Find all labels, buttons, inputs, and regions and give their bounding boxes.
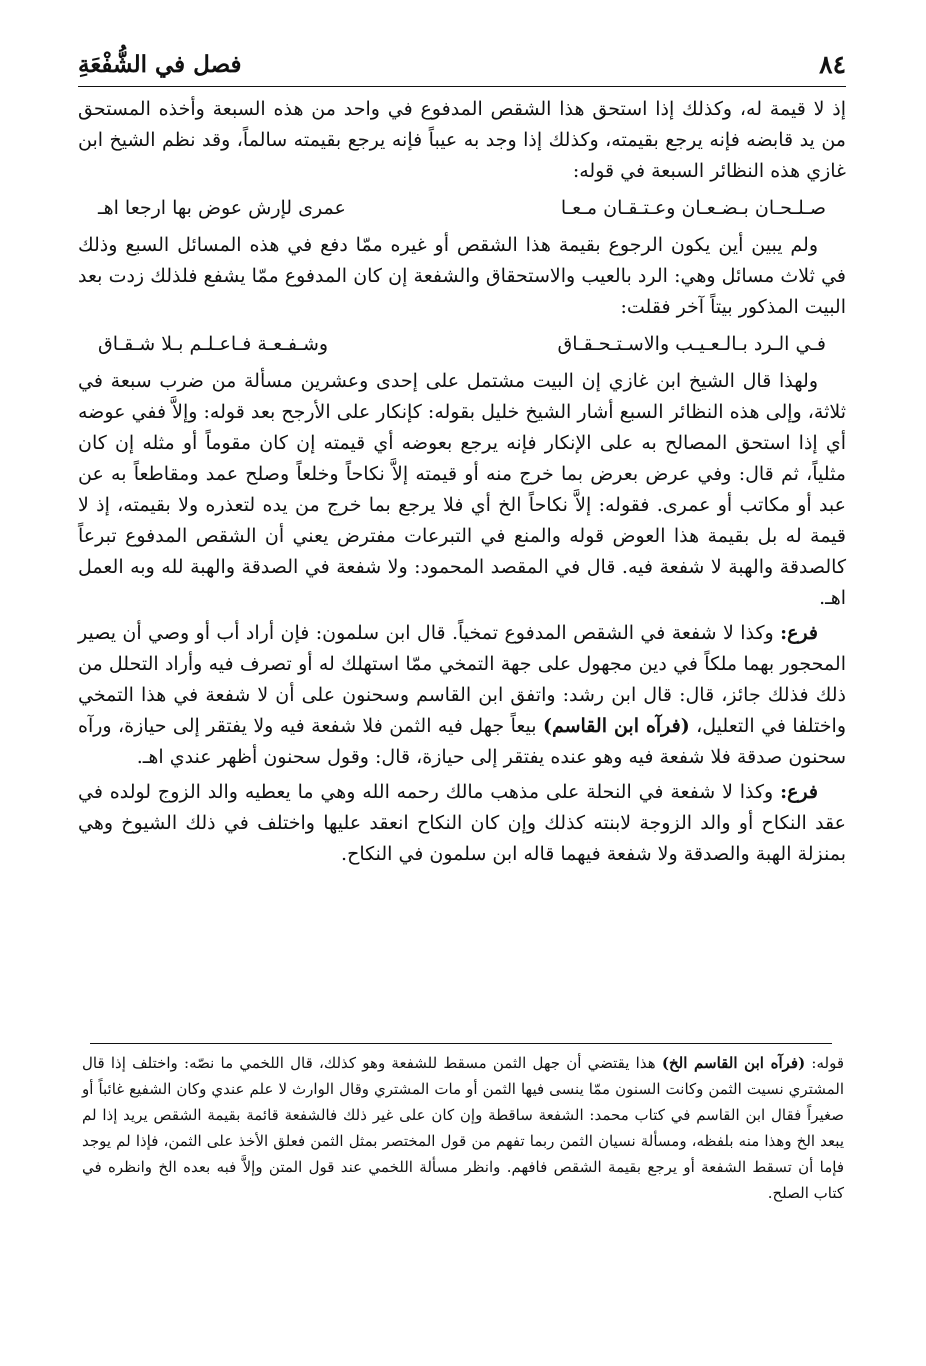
footnote-quote: (فرآه ابن القاسم الخ)	[661, 1054, 806, 1072]
chapter-title: فصل في الشُّفْعَةِ	[78, 50, 242, 78]
paragraph-3: ولهذا قال الشيخ ابن غازي إن البيت مشتمل على إحدى وعشرين مسألة من ضرب سبعة في ثلاثة، وإلى هذه النظائر السبع أشار الشيخ خليل بقوله: كإنكار على الأرجح بعد قوله: وإلاَّ ففي عوضه أي إذا استحق المصالح به على الإنكار فإنه يرجع بعوضه أي قيمته إن كان مقوماً أو مثله إن كان مثلياً، ثم قال: وفي عرض بعرض بما خرج منه أو قيمته إلاَّ نكاحاً وخلعاً وصلح عمد ومقاطعاً به عن عبد أو مكاتب أو عمرى. فقوله: إلاَّ نكاحاً الخ أي فلا يرجع بما خرج من يده لتعذره ولا بقيمته، إذ لا قيمة له بل بقيمة هذا العوض قوله والمنع في التبرعات مفترض يعني أن الشقص المدفوع تبرعاً كالصدقة والهبة لا شفعة فيه. قال في المقصد المحمود: ولا شفعة في الصدقة والهبة لله وبه العمل اهـ.	[78, 370, 846, 609]
verse-1-second-hemistich: عمرى لإرش عوض بها ارجعا اهـ	[98, 197, 346, 219]
paragraph-4	[78, 618, 846, 773]
footnote-rule	[90, 1043, 832, 1044]
footnote	[82, 1050, 844, 1206]
footnote-reference: (فرآه ابن القاسم)	[542, 715, 690, 737]
paragraph-5-text: وكذا لا شفعة في النحلة على مذهب مالك رحمه الله وهي ما يعطيه والد الزوج لولده في عقد النكاح أو والد الزوجة لابنته كذلك وإن كان النكاح انعقد عليها واختلف في ذلك الشيوخ وهي بمنزلة الهبة والصدقة ولا شفعة فيهما قاله ابن سلمون في النكاح.	[78, 781, 846, 865]
verse-2-second-hemistich: وشـفـعـة فـاعـلـم بـلا شـقـاق	[98, 333, 329, 355]
verse-2	[78, 329, 846, 360]
paragraph-4-text-a: وكذا لا شفعة في الشقص المدفوع تمخياً. قال ابن سلمون: فإن أراد أب أو وصي أن يصير المحجور بهما ملكاً في دين مجهول على جهة التمخي ممّا استهلك له أو تصرف فيه وأراد التحلل من ذلك فذلك جائز، قال: قال ابن رشد: واتفق ابن القاسم وسحنون على أن لا شفعة في هذا التمخي واختلفا في التعليل،	[78, 622, 847, 737]
branch-label: فرع:	[780, 781, 818, 803]
page-number: ٨٤	[819, 49, 846, 79]
branch-label: فرع:	[780, 622, 818, 644]
footnote-lead: قوله:	[811, 1054, 844, 1072]
verse-1-first-hemistich: صـلـحـان بـضـعـان وعـتـقـان مـعـا	[560, 197, 826, 219]
footnote-paragraph	[82, 1050, 844, 1206]
footnote-text: هذا يقتضي أن جهل الثمن مسقط للشفعة وهو كذلك، قال اللخمي ما نصّه: واختلف إذا قال المشتري نسيت الثمن وكانت السنون ممّا ينسى فيها الثمن أو مات المشتري وقال الوارث لا علم عندي وكان الشفيع غائباً أو صغيراً فقال ابن القاسم في كتاب محمد: الشفعة ساقطة وإن كان على غير ذلك فالشفعة قائمة بقيمة الشقص يريد إذا لم يبعد الخ وهذا منه بلفظه، ومسألة نسيان الثمن ربما تفهم من قول المختصر بمثل الثمن فعلق الأخذ على الثمن، فإذا لم يوجد فإما أن تسقط الشفعة أو يرجع بقيمة الشقص فافهم. وانظر مسألة اللخمي عند قول المتن وإلاَّ فبه بعده الخ وانظره في كتاب الصلح.	[82, 1054, 844, 1202]
page-header	[78, 44, 846, 84]
paragraph-1: إذ لا قيمة له، وكذلك إذا استحق هذا الشقص المدفوع في واحد من هذه السبعة وأخذه المستحق من يد قابضه فإنه يرجع بقيمته، وكذلك إذا وجد به عيباً فإنه يرجع بقيمته سالماً، وقد نظم الشيخ ابن غازي هذه النظائر السبعة في قوله:	[78, 98, 846, 182]
paragraph-4-text-b: بيعاً جهل فيه الثمن فلا شفعة فيه ولا يفتقر إلى حيازة، ورآه سحنون صدقة فلا شفعة فيه وهو عنده يفتقر إلى حيازة، قال: وقول سحنون أظهر عندي اهـ.	[78, 715, 846, 768]
paragraph-2: ولم يبين أين يكون الرجوع بقيمة هذا الشقص أو غيره ممّا دفع في هذه المسائل السبع وذلك في ثلاث مسائل وهي: الرد بالعيب والاستحقاق والشفعة إن كان المدفوع ممّا يشفع فلذلك زدت بعد البيت المذكور بيتاً آخر فقلت:	[78, 234, 846, 318]
main-text	[78, 94, 846, 874]
verse-2-first-hemistich: فـي الـرد بـالـعـيـب والاسـتـحـقـاق	[557, 333, 826, 355]
header-rule	[78, 86, 846, 87]
paragraph-5	[78, 777, 846, 870]
verse-1	[78, 193, 846, 224]
